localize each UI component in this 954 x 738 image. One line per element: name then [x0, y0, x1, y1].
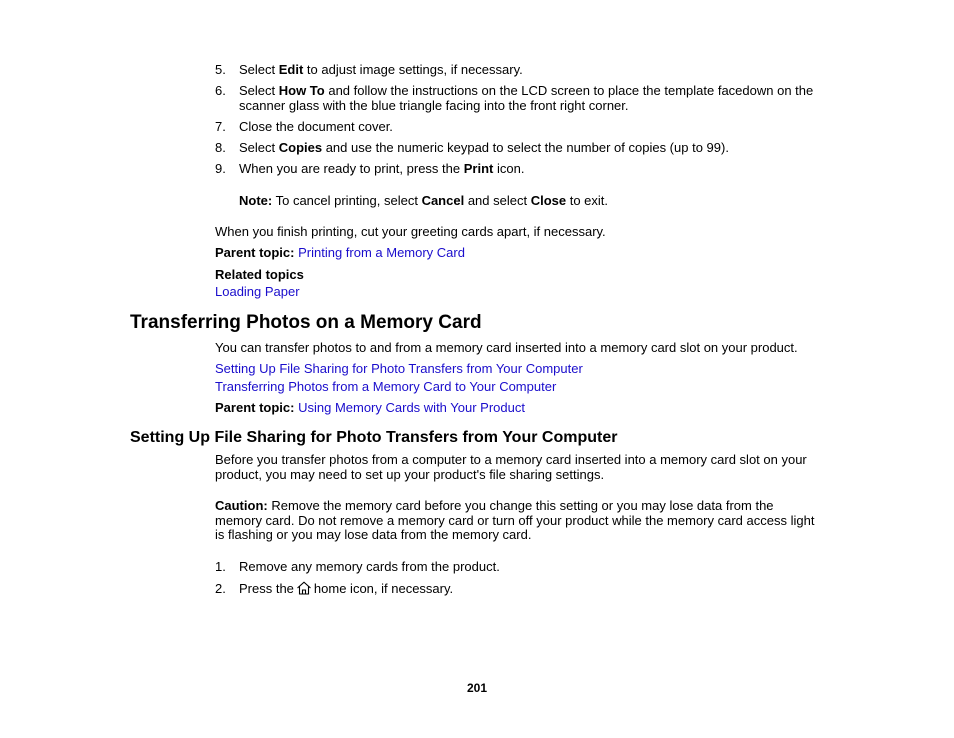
ui-term: Print — [463, 161, 494, 176]
parent-topic — [215, 400, 525, 415]
subtopic-link[interactable]: Setting Up File Sharing for Photo Transfers from Your Computer — [215, 361, 583, 376]
section-heading — [130, 312, 482, 334]
home-icon — [296, 581, 312, 598]
step-text: Close the document cover. — [239, 119, 393, 134]
subtopic-link-wrap — [215, 361, 583, 376]
ui-term: Edit — [278, 62, 304, 77]
ui-term: Copies — [278, 140, 323, 155]
parent-topic-label: Parent topic: — [215, 245, 295, 260]
subsection-intro: Before you transfer photos from a computer to a memory card inserted into a memory card slot on your product, you may need to set up your product's file sharing settings. — [215, 452, 807, 482]
step-number: 5. — [215, 62, 226, 77]
parent-topic-link[interactable]: Using Memory Cards with Your Product — [298, 400, 525, 415]
note-label: Note: — [239, 193, 273, 208]
parent-topic-label: Parent topic: — [215, 400, 295, 415]
page-number: 201 — [466, 681, 488, 695]
caution-label: Caution: — [215, 498, 268, 513]
step-text: Select How To and follow the instructions on the LCD screen to place the template facedown on the scanner glass with the blue triangle facing into the front right corner. — [239, 83, 814, 113]
subsection-heading — [130, 428, 617, 447]
subsection-title: Setting Up File Sharing for Photo Transfers from Your Computer — [130, 429, 618, 446]
parent-topic — [215, 245, 465, 260]
step-number: 9. — [215, 161, 226, 176]
step-text: Select Copies and use the numeric keypad to select the number of copies (up to 99). — [239, 140, 729, 155]
step-number: 6. — [215, 83, 226, 98]
step-text: Remove any memory cards from the product. — [239, 559, 500, 574]
caution: Caution: Remove the memory card before you change this setting or you may lose data from the memory card. Do not remove a memory card or turn off your product while the memory card access light is flashing or you may lose data from the memory card. — [215, 498, 815, 542]
step-text: When you are ready to print, press the Print icon. — [239, 161, 525, 176]
step-text: Select Edit to adjust image settings, if necessary. — [239, 62, 523, 77]
related-topics-label: Related topics — [215, 267, 304, 282]
parent-topic-link[interactable]: Printing from a Memory Card — [298, 245, 465, 260]
note: Note: To cancel printing, select Cancel and select Close to exit. — [239, 193, 609, 208]
subtopic-link[interactable]: Transferring Photos from a Memory Card to Your Computer — [215, 379, 557, 394]
step-text: Press the home icon, if necessary. — [239, 581, 454, 596]
subtopic-link-wrap — [215, 379, 556, 394]
section-title: Transferring Photos on a Memory Card — [130, 312, 482, 333]
ui-term: How To — [278, 83, 325, 98]
related-topic-link[interactable]: Loading Paper — [215, 284, 300, 299]
finish-paragraph: When you finish printing, cut your greeting cards apart, if necessary. — [215, 224, 606, 239]
step-number: 1. — [215, 559, 226, 574]
step-number: 7. — [215, 119, 226, 134]
step-number: 2. — [215, 581, 226, 596]
section-intro: You can transfer photos to and from a memory card inserted into a memory card slot on your product. — [215, 340, 798, 355]
related-topics-link-wrap — [215, 284, 300, 299]
step-number: 8. — [215, 140, 226, 155]
